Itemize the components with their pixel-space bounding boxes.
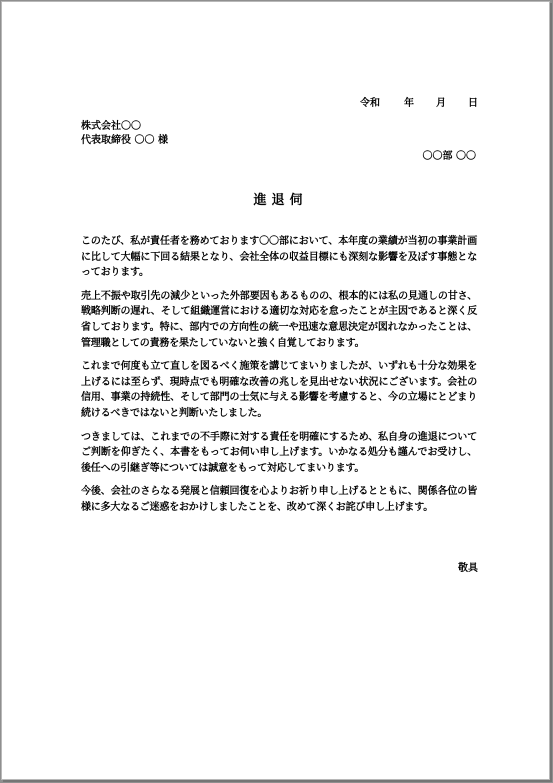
date-day-unit: 日 [468, 98, 478, 109]
recipient-person: 代表取締役 〇〇 様 [81, 135, 168, 146]
body-paragraph: これまで何度も立て直しを図るべく施策を講じてまいりましたが、いずれも十分な効果を上げるには至らず、現時点でも明確な改善の兆しを見出せない状況にございます。会社の信用、事業の持続性、そして部門の士気に与える影響を考慮すると、今の立場にとどまり続けるべきではないと判断いたしました。 [81, 361, 477, 419]
date-era: 令和 [360, 98, 380, 109]
body-paragraph: 売上不振や取引先の減少といった外部要因もあるものの、根本的には私の見通しの甘さ、戦略判断の遅れ、そして組織運営における適切な対応を怠ったことが主因であると深く反省しております。特に、部内での方向性の統一や迅速な意思決定が図れなかったことは、管理職としての責務を果たしていないと強く自覚しております。 [81, 290, 477, 349]
closing-phrase: 敬具 [458, 563, 478, 574]
date-line [2, 94, 478, 109]
body-paragraph: このたび、私が責任者を務めております〇〇部において、本年度の業績が当初の事業計画に比して大幅に下回る結果となり、会社全体の収益目標にも深刻な影響を及ぼす事態となっております。 [81, 236, 477, 279]
body-paragraph: つきましては、これまでの不手際に対する責任を明確にするため、私自身の進退についてご判断を仰ぎたく、本書をもってお伺い申し上げます。いかなる処分も謹んでお受けし、後任への引継ぎ等については誠意をもって対応してまいります。 [81, 431, 477, 474]
letter-body [81, 234, 477, 524]
sender-name: 〇〇部 〇〇 [422, 151, 476, 162]
body-paragraph: 今後、会社のさらなる発展と信頼回復を心よりお祈り申し上げるとともに、関係各位の皆様に多大なるご迷惑をおかけしましたことを、改めて深くお詫び申し上げます。 [81, 486, 477, 513]
recipient-company: 株式会社〇〇 [81, 121, 141, 132]
date-year-unit: 年 [404, 98, 414, 109]
document-page [1, 1, 550, 780]
date-month-unit: 月 [436, 98, 446, 109]
document-title: 進退伺 [253, 193, 308, 208]
